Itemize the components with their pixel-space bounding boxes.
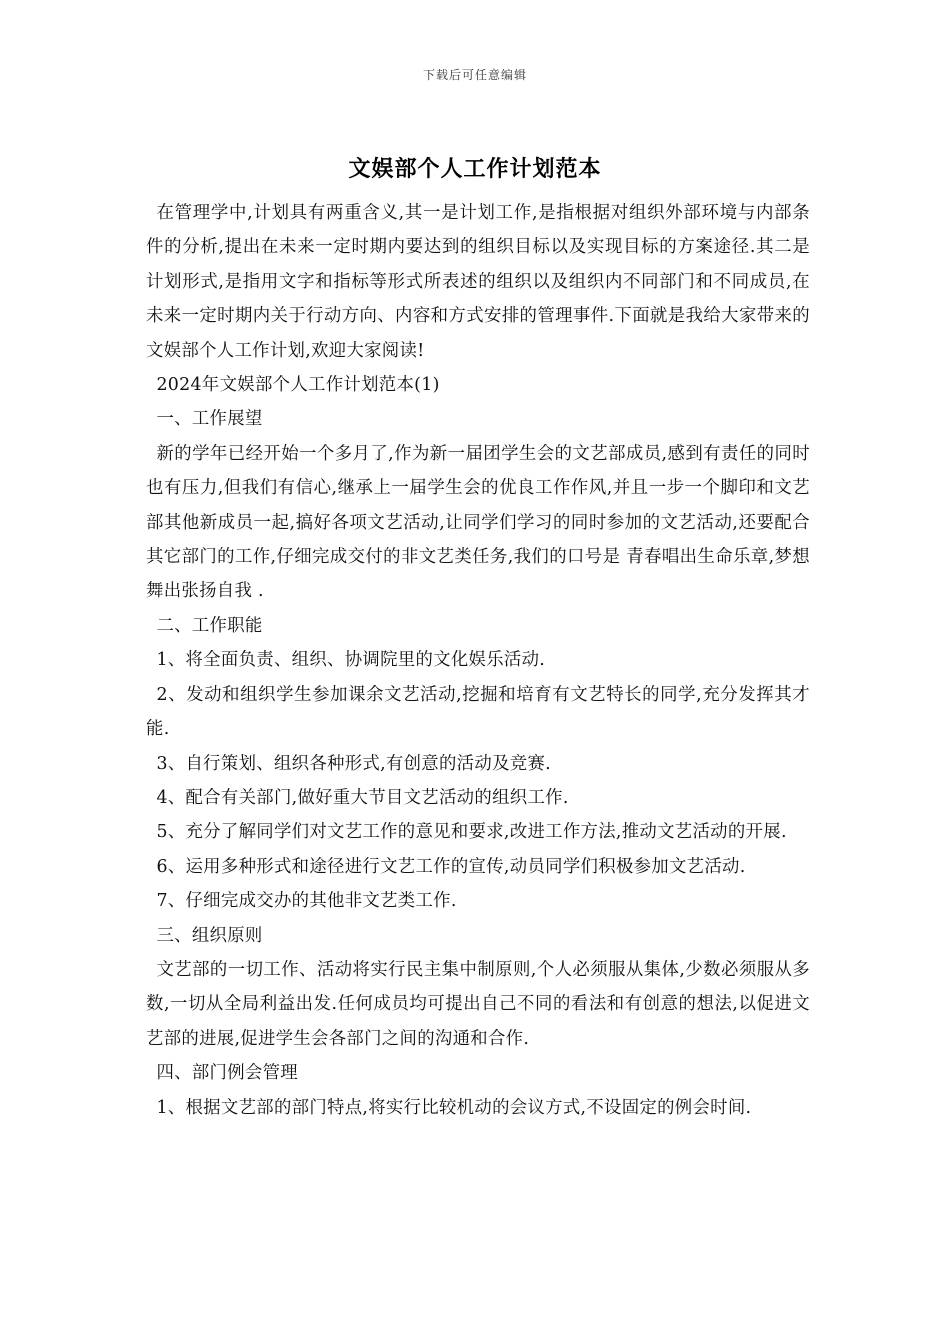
document-body xyxy=(146,196,810,1125)
header-note: 下载后可任意编辑 xyxy=(422,68,527,82)
function-item: 5、充分了解同学们对文艺工作的意见和要求,改进工作方法,推动文艺活动的开展. xyxy=(156,822,787,843)
meeting-item: 1、根据文艺部的部门特点,将实行比较机动的会议方式,不设固定的例会时间. xyxy=(156,1097,752,1118)
intro-paragraph: 在管理学中,计划具有两重含义,其一是计划工作,是指根据对组织外部环境与内部条件的分析,提出在未来一定时期内要达到的组织目标以及实现目标的方案途径.其二是计划形式,是指用文字和指标等形式所表述的组织以及组织内不同部门和不同成员,在未来一定时期内关于行动方向、内容和方式安排的管理事件.下面就是我给大家带来的文娱部个人工作计划,欢迎大家阅读! xyxy=(146,203,810,361)
section-heading-principles: 三、组织原则 xyxy=(156,925,263,946)
outlook-paragraph: 新的学年已经开始一个多月了,作为新一届团学生会的文艺部成员,感到有责任的同时也有压力,但我们有信心,继承上一届学生会的优良工作作风,并且一步一个脚印和文艺部其他新成员一起,搞好各项文艺活动,让同学们学习的同时参加的文艺活动,还要配合其它部门的工作,仔细完成交付的非文艺类任务,我们的口号是 青春唱出生命乐章,梦想舞出张扬自我 . xyxy=(146,443,810,602)
section-heading-functions: 二、工作职能 xyxy=(156,615,263,636)
section-heading-meetings: 四、部门例会管理 xyxy=(156,1063,298,1084)
function-item: 4、配合有关部门,做好重大节目文艺活动的组织工作. xyxy=(156,787,569,808)
function-item: 6、运用多种形式和途径进行文艺工作的宣传,动员同学们积极参加文艺活动. xyxy=(156,856,746,877)
section-heading-plan: 2024年文娱部个人工作计划范本(1) xyxy=(156,375,440,396)
function-item: 1、将全面负责、组织、协调院里的文化娱乐活动. xyxy=(156,650,546,671)
function-item: 7、仔细完成交办的其他非文艺类工作. xyxy=(156,891,457,912)
function-item: 3、自行策划、组织各种形式,有创意的活动及竞赛. xyxy=(156,753,551,774)
section-heading-outlook: 一、工作展望 xyxy=(156,409,263,430)
principles-paragraph: 文艺部的一切工作、活动将实行民主集中制原则,个人必须服从集体,少数必须服从多数,一切从全局利益出发.任何成员均可提出自己不同的看法和有创意的想法,以促进文艺部的进展,促进学生会各部门之间的沟通和合作. xyxy=(146,959,810,1049)
function-item: 2、发动和组织学生参加课余文艺活动,挖掘和培育有文艺特长的同学,充分发挥其才能. xyxy=(146,684,810,740)
document-title: 文娱部个人工作计划范本 xyxy=(348,156,602,182)
